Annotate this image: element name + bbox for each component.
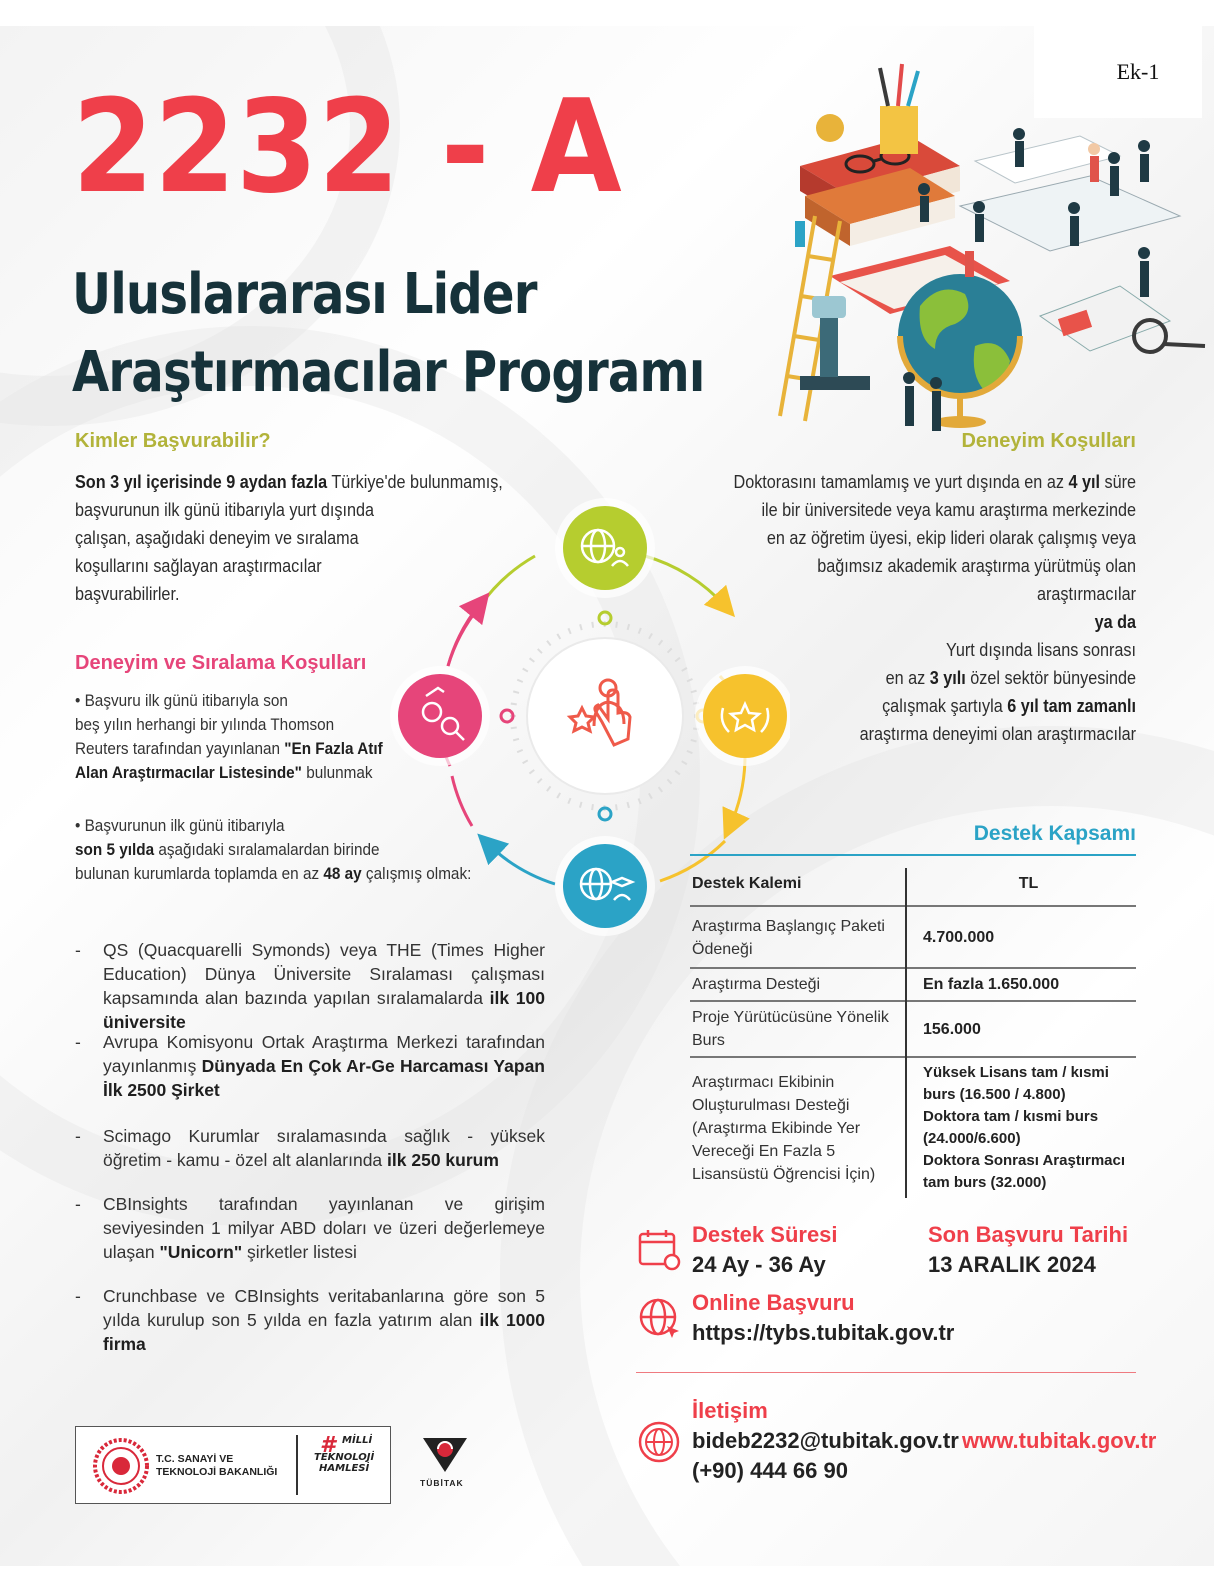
ministry-seal-icon xyxy=(92,1437,150,1495)
duration-value: 24 Ay - 36 Ay xyxy=(692,1252,826,1277)
ranking-condition-2: • Başvurunun ilk günü itibarıyla son 5 yılda aşağıdaki sıralamalardan birinde bulunan kurumlarda toplamda en az 48 ay çalışmış olmak: xyxy=(75,816,472,883)
ranking-list-item: - Crunchbase ve CBInsights veritabanlarına göre son 5 yılda kurulup son 5 yılda en fazla yatırım alan ilk 1000 firma xyxy=(75,1286,545,1354)
contact-website[interactable]: www.tubitak.gov.tr xyxy=(962,1428,1157,1453)
contact-email[interactable]: bideb2232@tubitak.gov.tr xyxy=(692,1428,959,1453)
ranking-conditions-heading: Deneyim ve Sıralama Koşulları xyxy=(75,652,367,674)
table-header-row: Destek Kalemi TL xyxy=(690,868,1136,906)
poster xyxy=(0,26,1214,1566)
online-application-label: Online Başvuru xyxy=(692,1290,855,1315)
program-title: Uluslararası Lider Araştırmacılar Programı xyxy=(72,262,705,405)
support-table xyxy=(690,868,1136,1198)
who-can-apply-heading: Kimler Başvurabilir? xyxy=(75,430,271,452)
milli-teknoloji-logo: # MİLLİ TEKNOLOJİ HAMLESİ xyxy=(314,1433,375,1474)
duration-label: Destek Süresi xyxy=(692,1222,838,1247)
contact-label: İletişim xyxy=(692,1398,768,1423)
table-row: Araştırmacı Ekibinin Oluşturulması Desteği (Araştırma Ekibinde Yer Vereceği En Fazla 5 Lisansüstü Öğrencisi İçin) Yüksek Lisans tam / kısmi burs (16.500 / 4.800) Doktora tam / kısmi burs (24.000/6.600) Doktora Sonrası Araştırmacı tam burs (32.000) xyxy=(690,1057,1136,1198)
table-row: Proje Yürütücüsüne Yönelik Burs 156.000 xyxy=(690,1001,1136,1057)
partner-logos xyxy=(75,1426,391,1504)
ranking-list-item: - CBInsights tarafından yayınlanan ve girişim seviyesinden 1 milyar ABD doları ve üzeri değerlemeye ulaşan "Unicorn" şirketler listesi xyxy=(75,1194,545,1262)
ranking-list-item: - Scimago Kurumlar sıralamasında sağlık - yüksek öğretim - kamu - özel alt alanlarında ilk 250 kurum xyxy=(75,1126,545,1170)
table-row: Araştırma Desteği En fazla 1.650.000 xyxy=(690,968,1136,1001)
tubitak-logo-icon xyxy=(420,1434,470,1474)
who-can-apply-text: Son 3 yıl içerisinde 9 aydan fazla Türkiye'de bulunmamış, başvurunun ilk günü itibarıyla yurt dışında çalışan, aşağıdaki deneyim ve sıralama koşullarını sağlayan araştırmacılar başvurabilirler. xyxy=(75,472,503,604)
support-heading-rule xyxy=(690,854,1136,856)
microscope-icon xyxy=(800,296,870,390)
table-row: Araştırma Başlangıç Paketi Ödeneği 4.700.000 xyxy=(690,906,1136,968)
ranking-list-item: - Avrupa Komisyonu Ortak Araştırma Merkezi tarafından yayınlanmış Dünyada En Çok Ar-Ge Harcaması Yapan İlk 2500 Şirket xyxy=(75,1032,545,1100)
annex-label: Ek-1 xyxy=(1034,26,1202,118)
tubitak-name: TÜBİTAK xyxy=(420,1478,464,1488)
globe-icon xyxy=(898,274,1022,428)
globe-icon xyxy=(637,1420,681,1464)
contact-phone[interactable]: (+90) 444 66 90 xyxy=(692,1458,848,1483)
deadline-label: Son Başvuru Tarihi xyxy=(928,1222,1129,1247)
ranking-condition-1: • Başvuru ilk günü itibarıyla son beş yılın herhangi bir yılında Thomson Reuters tarafından yayınlanan "En Fazla Atıf Alan Araştırmacılar Listesinde" bulunmak xyxy=(75,691,383,782)
online-application-link[interactable]: https://tybs.tubitak.gov.tr xyxy=(692,1320,955,1345)
globe-cursor-icon xyxy=(637,1296,683,1342)
experience-heading: Deneyim Koşulları xyxy=(961,430,1136,452)
ranking-list-item: - QS (Quacquarelli Symonds) veya THE (Times Higher Education) Dünya Üniversite Sıralaması çalışması kapsamında alan bazında yapılan sıralamalarda ilk 100 üniversite xyxy=(75,940,545,1032)
deadline-value: 13 ARALIK 2024 xyxy=(928,1252,1096,1277)
pencil-cup-icon xyxy=(880,64,918,154)
program-code: 2232 - A xyxy=(72,73,622,222)
ministry-name: T.C. SANAYİ VE TEKNOLOJİ BAKANLIĞI xyxy=(156,1453,278,1478)
experience-text: Doktorasını tamamlamış ve yurt dışında en az 4 yıl süre ile bir üniversitede veya kamu araştırma merkezinde en az öğretim üyesi, ekip lideri olarak çalışmış veya bağımsız akademik araştırma yürütmüş olan araştırmacılar ya da Yurt dışında lisans sonrası en az 3 yılı özel sektör bünyesinde çalışmak şartıyla 6 yıl tam zamanlı araştırma deneyimi olan araştırmacılar xyxy=(733,472,1136,744)
apple-icon xyxy=(816,114,844,142)
divider xyxy=(636,1372,1136,1373)
calendar-icon xyxy=(636,1226,682,1272)
support-heading: Destek Kapsamı xyxy=(973,822,1136,845)
